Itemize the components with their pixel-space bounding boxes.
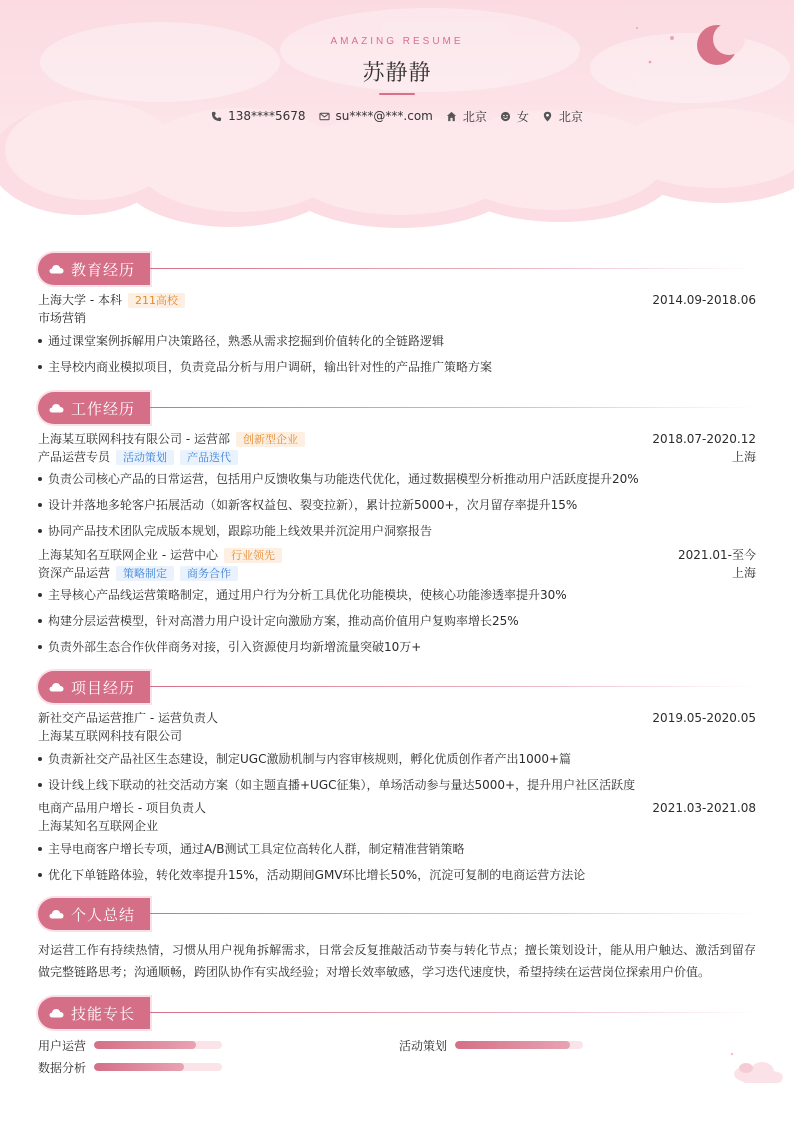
cloud-icon [49,403,64,413]
project-entry [38,709,756,798]
list-item: 主导校内商业模拟项目，负责竞品分析与用户调研，输出针对性的产品推广策略方案 [38,354,756,380]
list-item: 负责公司核心产品的日常运营，包括用户反馈收集与功能迭代优化，通过数据模型分析推动用户活跃度提升20% [38,466,756,492]
skill-name: 数据分析 [38,1060,87,1075]
role-tag: 产品迭代 [180,450,238,465]
summary-section [38,898,756,983]
cloud-icon [49,1008,64,1018]
skills-section-tab [38,997,150,1029]
skill-bar [455,1041,583,1049]
school-tag: 211高校 [128,293,185,308]
contact-gender-value: 女 [516,109,529,124]
role-tag: 策略制定 [116,566,174,581]
skill-name: 活动策划 [399,1038,448,1053]
summary-section-title: 个人总结 [71,905,136,924]
summary-section-header [38,898,756,930]
projects-section [38,671,756,888]
work-entry-head [38,546,756,564]
company-name: 上海某互联网科技有限公司 - 运营部 [38,432,230,446]
project-org: 上海某互联网科技有限公司 [38,729,183,743]
work-section [38,392,756,660]
work-section-tab [38,392,150,424]
skill-item [399,1036,583,1054]
company-tag: 创新型企业 [236,432,305,447]
skill-bar-fill [94,1041,196,1049]
cloud-icon [49,682,64,692]
project-entry-head [38,799,756,817]
phone-icon [211,111,222,122]
education-bullets [38,328,756,380]
education-entry [38,291,756,380]
education-section-header [38,253,756,285]
role-tag: 商务合作 [180,566,238,581]
contact-gender [500,107,529,125]
skill-bar [94,1063,222,1071]
cloud-icon [49,909,64,919]
location-icon [542,111,553,122]
summary-section-tab [38,898,150,930]
skill-name: 用户运营 [38,1038,87,1053]
list-item: 通过课堂案例拆解用户决策路径，熟悉从需求挖掘到价值转化的全链路逻辑 [38,328,756,354]
role-tag: 活动策划 [116,450,174,465]
contact-phone [211,107,305,125]
list-item: 构建分层运营模型，针对高潜力用户设计定向激励方案，推动高价值用户复购率增长25% [38,608,756,634]
projects-section-title: 项目经历 [71,678,136,697]
project-bullets [38,836,756,888]
section-divider [146,686,756,687]
work-city: 上海 [731,566,756,580]
contact-phone-value: 138****5678 [228,109,306,123]
work-city: 上海 [731,450,756,464]
contact-home-value: 北京 [462,109,487,124]
work-entry-head [38,430,756,448]
project-name: 新社交产品运营推广 - 运营负责人 [38,711,218,725]
work-bullets [38,466,756,544]
work-entry [38,546,756,660]
company-name: 上海某知名互联网企业 - 运营中心 [38,548,218,562]
contact-location-value: 北京 [558,109,583,124]
brand-label: AMAZING RESUME [330,36,464,47]
section-divider [146,268,756,269]
name-underline [379,93,415,95]
education-entry-head [38,291,756,309]
project-bullets [38,746,756,798]
work-entry [38,430,756,544]
skill-bar-fill [455,1041,570,1049]
section-divider [146,1012,756,1013]
project-name: 电商产品用户增长 - 项目负责人 [38,801,206,815]
education-date: 2014.09-2018.06 [652,293,756,307]
list-item: 优化下单链路体验，转化效率提升15%，活动期间GMV环比增长50%，沉淀可复制的电商运营方法论 [38,862,756,888]
skill-item [38,1058,222,1076]
skill-item [38,1036,222,1054]
list-item: 协同产品技术团队完成版本规划，跟踪功能上线效果并沉淀用户洞察报告 [38,518,756,544]
work-role-row [38,564,756,582]
section-divider [146,407,756,408]
mail-icon [319,111,330,122]
list-item: 主导电商客户增长专项，通过A/B测试工具定位高转化人群，制定精准营销策略 [38,836,756,862]
skills-section-title: 技能专长 [71,1004,136,1023]
work-date: 2018.07-2020.12 [652,432,756,446]
work-date: 2021.01-至今 [678,548,756,562]
projects-section-tab [38,671,150,703]
projects-section-header [38,671,756,703]
contact-home [446,107,487,125]
resume-header [0,0,794,232]
education-section-title: 教育经历 [71,260,136,279]
skills-section-header [38,997,756,1029]
work-section-header [38,392,756,424]
work-section-title: 工作经历 [71,399,136,418]
skills-section [38,997,756,1080]
section-divider [146,913,756,914]
major: 市场营销 [38,311,87,325]
contact-email-value: su****@***.com [335,109,433,123]
school-name: 上海大学 - 本科 [38,293,122,307]
decorative-cloud-icon [728,1048,786,1088]
home-icon [446,111,457,122]
list-item: 负责外部生态合作伙伴商务对接，引入资源使月均新增流量突破10万+ [38,634,756,660]
skill-bar [94,1041,222,1049]
project-org: 上海某知名互联网企业 [38,819,159,833]
skills-list [38,1036,756,1080]
contact-location [542,107,583,125]
summary-text: 对运营工作有持续热情，习惯从用户视角拆解需求，日常会反复推敲活动节奏与转化节点；擅长策划设计，能从用户触达、激活到留存做完整链路思考；沟通顺畅，跨团队协作有实战经验；对增长效率敏感，学习迭代速度快，希望持续在运营岗位探索用户价值。 [38,943,756,979]
project-entry-head [38,709,756,727]
work-role-row [38,448,756,466]
list-item: 主导核心产品线运营策略制定，通过用户行为分析工具优化功能模块，使核心功能渗透率提升30% [38,582,756,608]
education-section-tab [38,253,150,285]
company-tag: 行业领先 [224,548,282,563]
job-title: 产品运营专员 [38,450,111,464]
project-date: 2019.05-2020.05 [652,711,756,725]
skill-bar-fill [94,1063,184,1071]
education-section [38,253,756,380]
list-item: 设计线上线下联动的社交活动方案（如主题直播+UGC征集），单场活动参与量达5000+，提升用户社区活跃度 [38,772,756,798]
project-date: 2021.03-2021.08 [652,801,756,815]
candidate-name: 苏静静 [362,61,432,86]
cloud-icon [49,264,64,274]
contact-email [319,107,433,125]
gender-icon [500,111,511,122]
list-item: 负责新社交产品社区生态建设，制定UGC激励机制与内容审核规则，孵化优质创作者产出1000+篇 [38,746,756,772]
contact-list [0,107,794,125]
job-title: 资深产品运营 [38,566,111,580]
list-item: 设计并落地多轮客户拓展活动（如新客权益包、裂变拉新），累计拉新5000+，次月留存率提升15% [38,492,756,518]
project-entry [38,799,756,888]
work-bullets [38,582,756,660]
